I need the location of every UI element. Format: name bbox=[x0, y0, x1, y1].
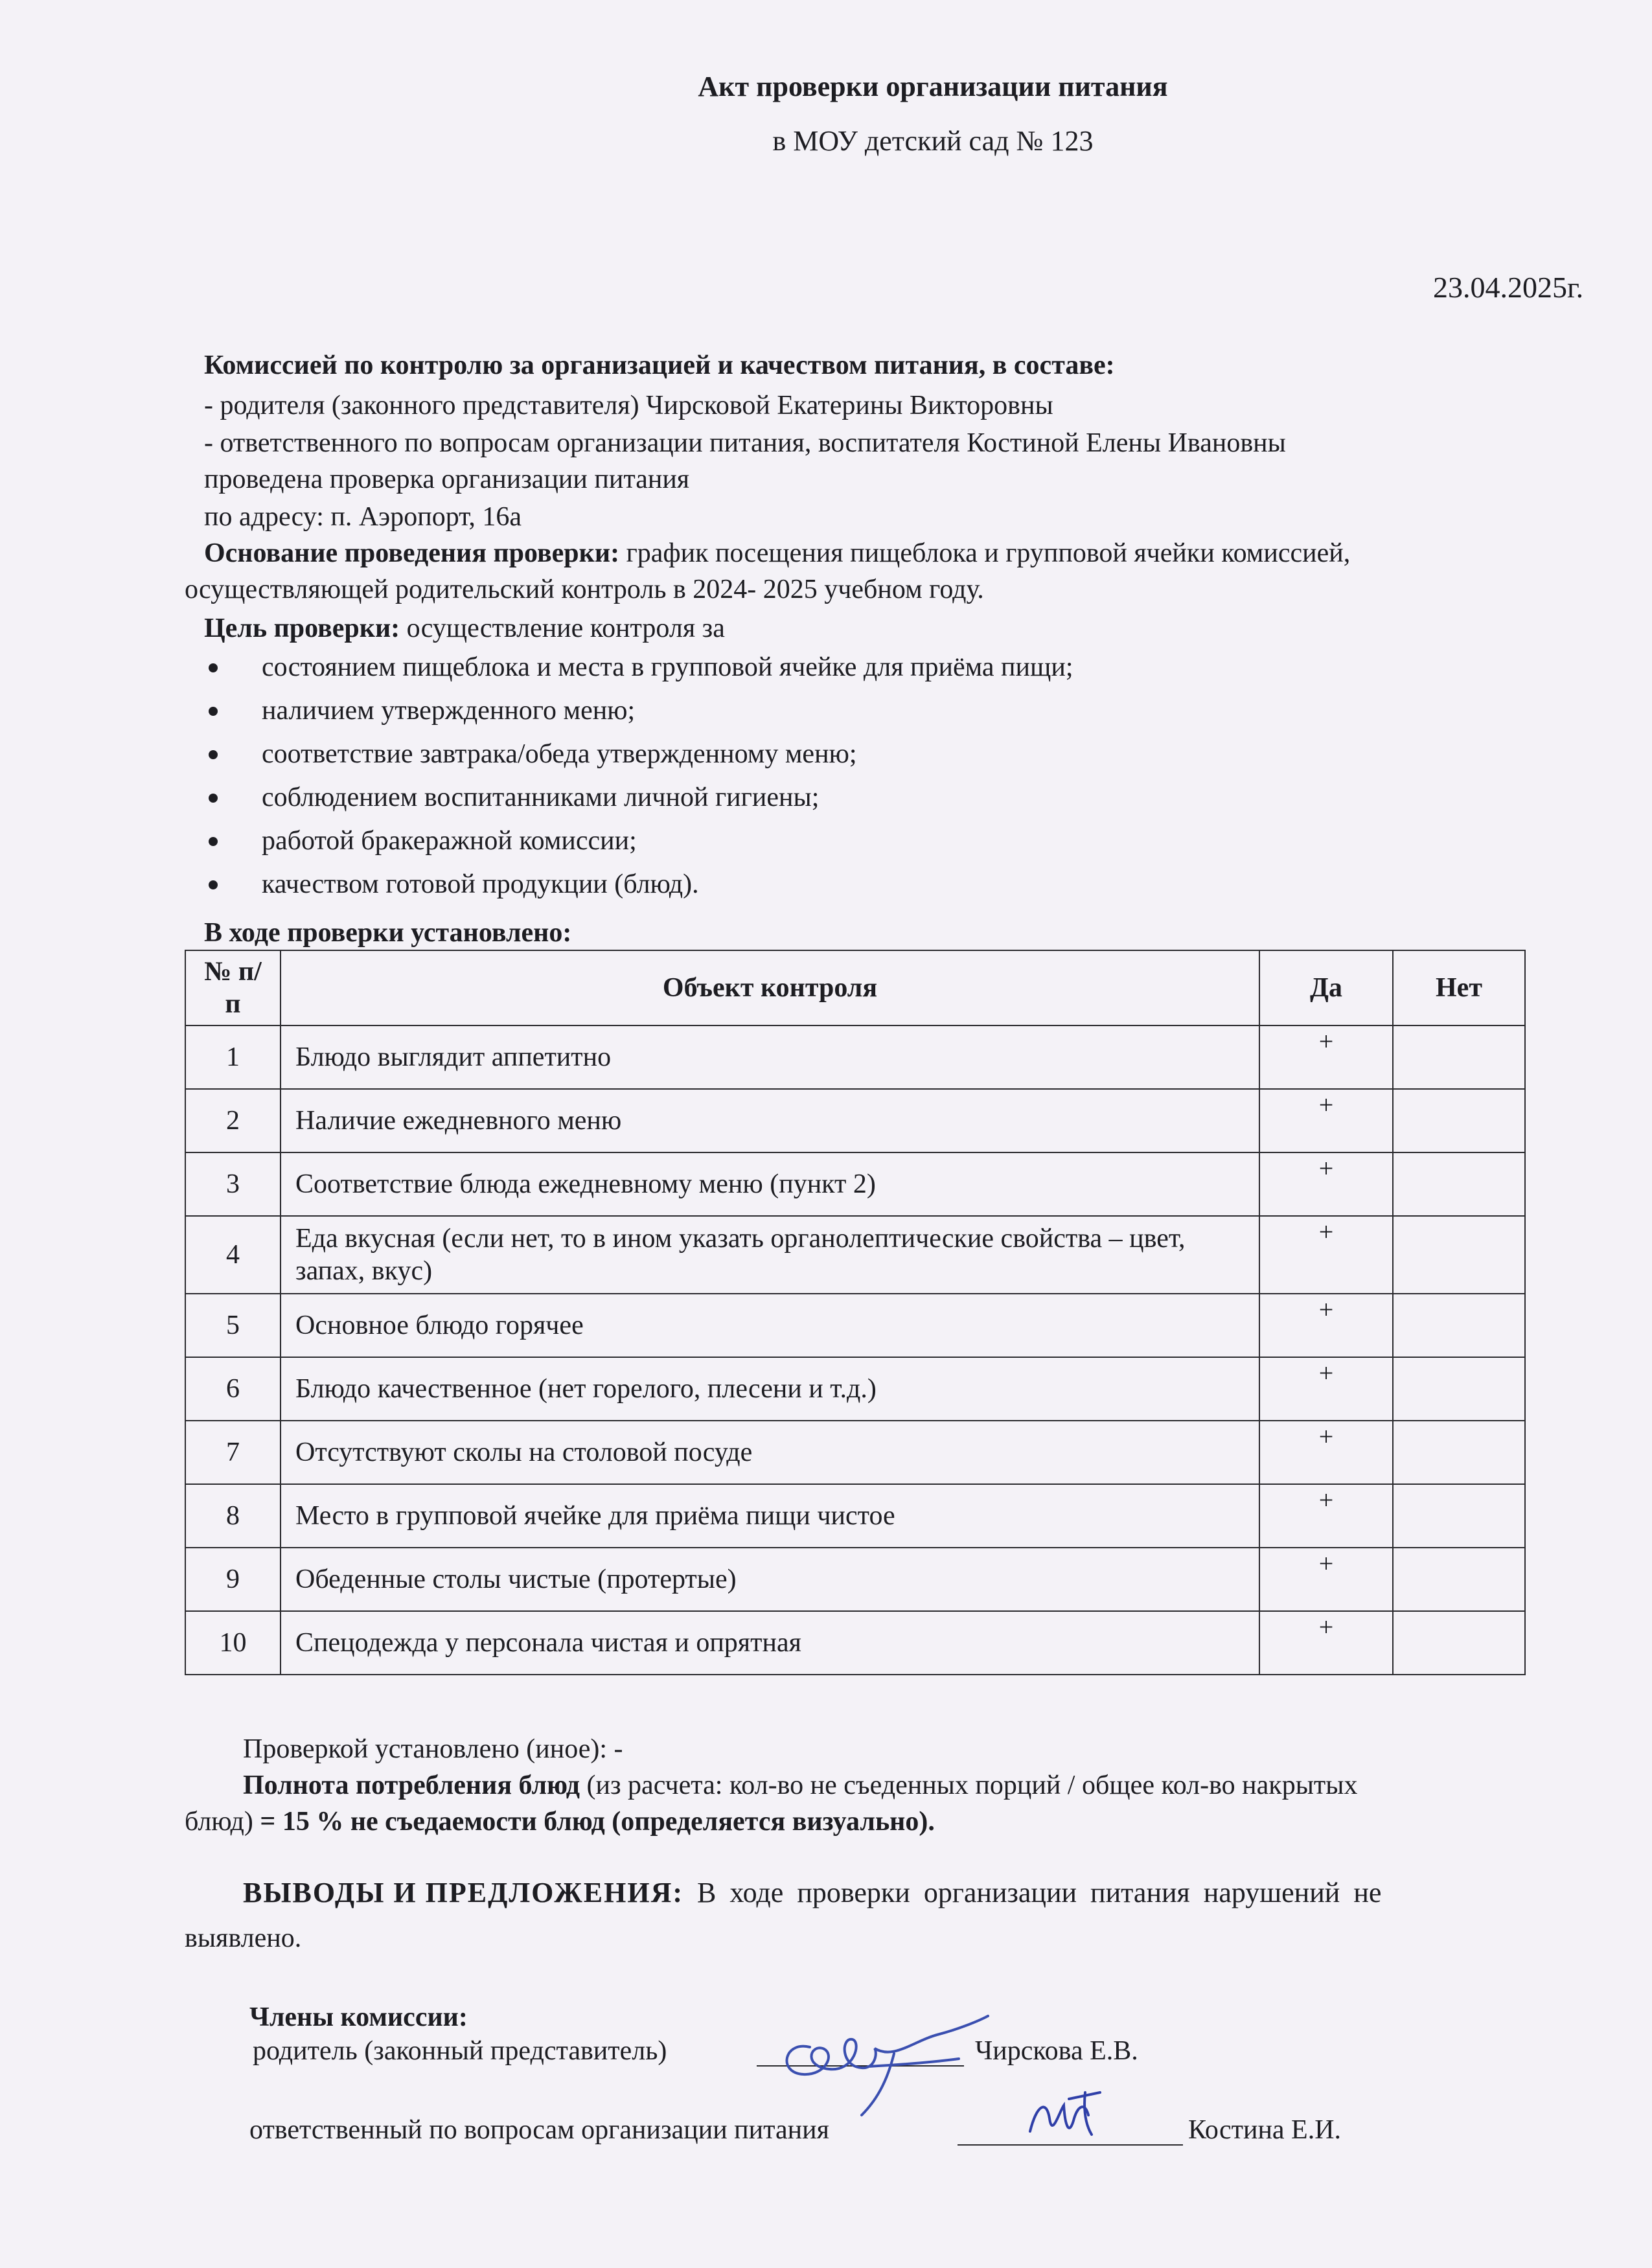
row-num: 3 bbox=[185, 1152, 281, 1216]
row-no bbox=[1393, 1548, 1525, 1611]
row-num: 2 bbox=[185, 1089, 281, 1152]
header-yes: Да bbox=[1259, 950, 1393, 1025]
goal-list-item: соблюдением воспитанниками личной гигиены; bbox=[202, 781, 1073, 824]
control-table bbox=[185, 950, 1526, 1675]
row-num: 6 bbox=[185, 1357, 281, 1421]
header-num: № п/п bbox=[185, 950, 281, 1025]
completeness-result: = 15 % не съедаемости блюд (определяется визуально). bbox=[260, 1807, 935, 1837]
bullet-icon bbox=[209, 750, 218, 759]
parent-signature bbox=[764, 2002, 998, 2118]
goal-text: осуществление контроля за bbox=[400, 613, 725, 643]
commission-heading: Комиссией по контролю за организацией и качеством питания, в составе: bbox=[204, 350, 1115, 380]
goal-label: Цель проверки: bbox=[204, 613, 400, 643]
table-row bbox=[185, 1611, 1525, 1675]
row-object: Еда вкусная (если нет, то в ином указать органолептические свойства – цвет, запах, вкус) bbox=[281, 1216, 1259, 1294]
conclusions-label: ВЫВОДЫ И ПРЕДЛОЖЕНИЯ: bbox=[243, 1877, 683, 1908]
row-object: Наличие ежедневного меню bbox=[281, 1089, 1259, 1152]
goal-list bbox=[202, 650, 1073, 911]
row-object: Соответствие блюда ежедневному меню (пункт 2) bbox=[281, 1152, 1259, 1216]
row-no bbox=[1393, 1611, 1525, 1675]
parent-name: Чирскова Е.В. bbox=[975, 2036, 1138, 2066]
inspection-statement: проведена проверка организации питания bbox=[204, 464, 690, 494]
row-yes: + bbox=[1259, 1025, 1393, 1089]
completeness-text-1: (из расчета: кол-во не съеденных порций / общее кол-во накрытых bbox=[580, 1770, 1358, 1800]
row-yes: + bbox=[1259, 1421, 1393, 1484]
table-row bbox=[185, 1548, 1525, 1611]
row-object: Обеденные столы чистые (протертые) bbox=[281, 1548, 1259, 1611]
other-findings: Проверкой установлено (иное): - bbox=[243, 1734, 623, 1764]
row-num: 9 bbox=[185, 1548, 281, 1611]
document-date: 23.04.2025г. bbox=[1433, 271, 1584, 304]
row-yes: + bbox=[1259, 1357, 1393, 1421]
bullet-icon bbox=[209, 880, 218, 889]
basis-label: Основание проведения проверки: bbox=[204, 538, 620, 568]
row-object: Основное блюдо горячее bbox=[281, 1294, 1259, 1357]
row-num: 10 bbox=[185, 1611, 281, 1675]
bullet-icon bbox=[209, 707, 218, 716]
row-no bbox=[1393, 1484, 1525, 1548]
row-no bbox=[1393, 1089, 1525, 1152]
table-row bbox=[185, 1152, 1525, 1216]
row-num: 5 bbox=[185, 1294, 281, 1357]
commission-member-parent: - родителя (законного представителя) Чирсковой Екатерины Викторовны bbox=[204, 391, 1053, 420]
row-num: 7 bbox=[185, 1421, 281, 1484]
conclusions-line-2: выявлено. bbox=[185, 1923, 302, 1953]
conclusions-line-1 bbox=[243, 1876, 1381, 1910]
row-yes: + bbox=[1259, 1089, 1393, 1152]
table-row bbox=[185, 1089, 1525, 1152]
basis-text-1: график посещения пищеблока и групповой ячейки комиссией, bbox=[619, 538, 1351, 568]
goal-list-item: качеством готовой продукции (блюд). bbox=[202, 867, 1073, 911]
row-yes: + bbox=[1259, 1216, 1393, 1294]
completeness-label: Полнота потребления блюд bbox=[243, 1770, 580, 1800]
row-num: 8 bbox=[185, 1484, 281, 1548]
document-subtitle: в МОУ детский сад № 123 bbox=[772, 125, 1094, 157]
staff-name: Костина Е.И. bbox=[1188, 2115, 1342, 2145]
completeness-text-2: блюд) bbox=[185, 1807, 260, 1837]
row-yes: + bbox=[1259, 1152, 1393, 1216]
table-row bbox=[185, 1357, 1525, 1421]
row-object: Спецодежда у персонала чистая и опрятная bbox=[281, 1611, 1259, 1675]
row-no bbox=[1393, 1152, 1525, 1216]
header-object: Объект контроля bbox=[281, 950, 1259, 1025]
bullet-icon bbox=[209, 837, 218, 846]
table-header-row bbox=[185, 950, 1525, 1025]
basis-line-1 bbox=[204, 536, 1350, 570]
bullet-icon bbox=[209, 794, 218, 803]
table-row bbox=[185, 1421, 1525, 1484]
goal-list-item: работой бракеражной комиссии; bbox=[202, 824, 1073, 867]
row-object: Блюдо качественное (нет горелого, плесени и т.д.) bbox=[281, 1357, 1259, 1421]
row-no bbox=[1393, 1357, 1525, 1421]
goal-list-item: наличием утвержденного меню; bbox=[202, 694, 1073, 737]
basis-line-2: осуществляющей родительский контроль в 2024- 2025 учебном году. bbox=[185, 575, 984, 604]
row-yes: + bbox=[1259, 1484, 1393, 1548]
goal-list-item: состоянием пищеблока и места в групповой ячейке для приёма пищи; bbox=[202, 650, 1073, 694]
row-no bbox=[1393, 1216, 1525, 1294]
row-object: Место в групповой ячейке для приёма пищи чистое bbox=[281, 1484, 1259, 1548]
row-yes: + bbox=[1259, 1548, 1393, 1611]
members-heading: Члены комиссии: bbox=[249, 2002, 468, 2032]
row-no bbox=[1393, 1421, 1525, 1484]
parent-role: родитель (законный представитель) bbox=[253, 2036, 667, 2066]
table-row bbox=[185, 1484, 1525, 1548]
staff-signature bbox=[1024, 2079, 1114, 2151]
commission-member-staff: - ответственного по вопросам организации питания, воспитателя Костиной Елены Ивановны bbox=[204, 428, 1286, 458]
staff-role: ответственный по вопросам организации питания bbox=[249, 2115, 829, 2145]
inspection-address: по адресу: п. Аэропорт, 16а bbox=[204, 502, 522, 532]
conclusions-text-1: В ходе проверки организации питания нарушений не bbox=[683, 1877, 1382, 1908]
row-yes: + bbox=[1259, 1611, 1393, 1675]
row-no bbox=[1393, 1025, 1525, 1089]
completeness-line-2 bbox=[185, 1805, 935, 1838]
row-yes: + bbox=[1259, 1294, 1393, 1357]
document-title: Акт проверки организации питания bbox=[698, 71, 1168, 102]
row-object: Отсутствуют сколы на столовой посуде bbox=[281, 1421, 1259, 1484]
row-object: Блюдо выглядит аппетитно bbox=[281, 1025, 1259, 1089]
findings-heading: В ходе проверки установлено: bbox=[204, 918, 572, 948]
table-row bbox=[185, 1216, 1525, 1294]
goal-list-item: соответствие завтрака/обеда утвержденному меню; bbox=[202, 737, 1073, 781]
goal-line bbox=[204, 612, 725, 645]
bullet-icon bbox=[209, 663, 218, 672]
row-num: 4 bbox=[185, 1216, 281, 1294]
row-no bbox=[1393, 1294, 1525, 1357]
table-row bbox=[185, 1025, 1525, 1089]
row-num: 1 bbox=[185, 1025, 281, 1089]
table-row bbox=[185, 1294, 1525, 1357]
header-no: Нет bbox=[1393, 950, 1525, 1025]
completeness-line-1 bbox=[243, 1769, 1358, 1802]
